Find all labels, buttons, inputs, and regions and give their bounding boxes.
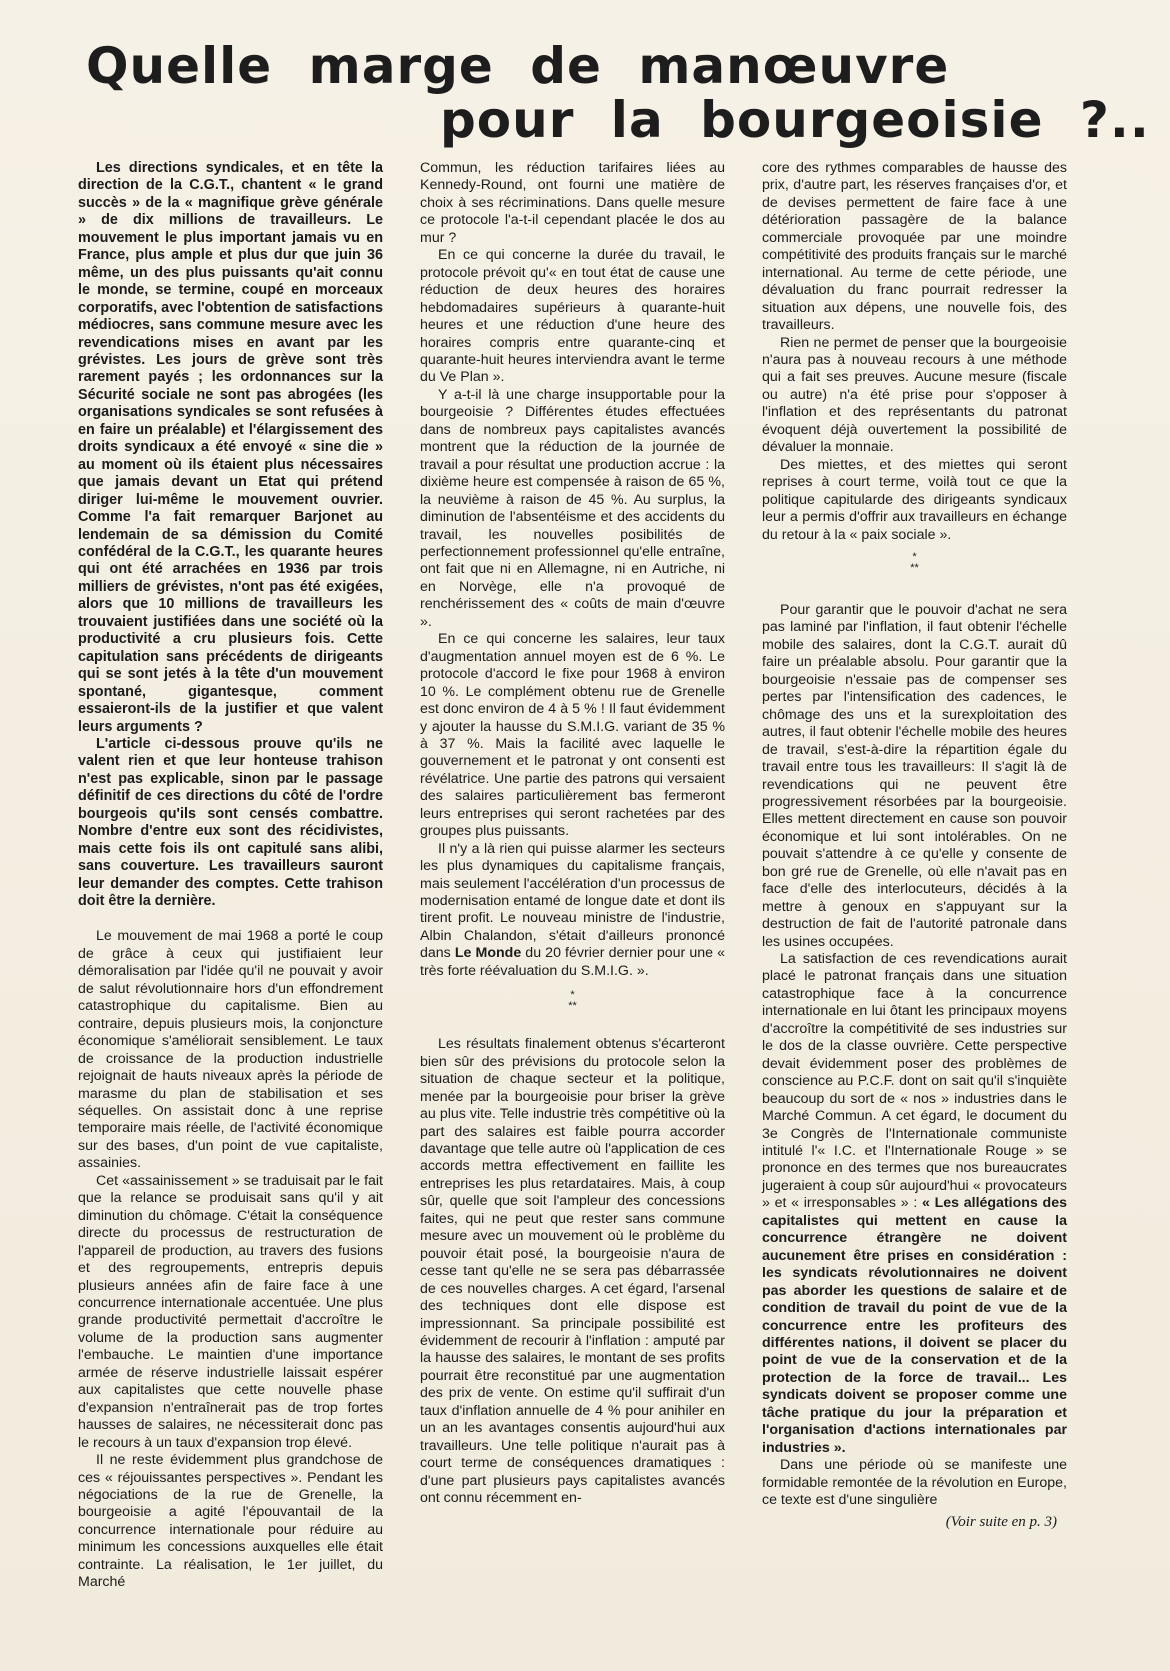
intro-block [78,160,383,910]
paragraph: Cet «assainissement » se traduisait par le fait que la relance se produisait sans qu'il y ait diminution du chômage. C'était la conséquence directe du processus de restructuration de l'appareil de production, au travers des fusions et des regroupements, entrepris depuis plusieurs années afin de faire face à une concurrence internationale accentuée. Une plus grande productivité permettait d'accroître le volume de la production sans augmenter l'embauche. Le maintien d'une importance armée de réserve industrielle laissait espérer aux capitalistes que cette nouvelle phase d'expansion n'entraînerait pas de trop fortes hausses de salaires, ne nécessiterait donc pas le recours à un taux d'expansion trop élevé. [78,1172,383,1451]
paragraph: Les résultats finalement obtenus s'écarteront bien sûr des prévisions du protocole selon la situation de chaque secteur et la politique, menée par la bourgeoisie pour briser la grève au plus vite. Telle industrie très compétitive où la part des salaires est faible pourra accorder davantage que telle autre où l'application de ces accords mettra effectivement en faillite les entreprises les plus retardataires. Mais, à coup sûr, quelle que soit l'ampleur des concessions faites, qui ne peut que rester sans commune mesure avec un mouvement où le problème du pouvoir était posé, la bourgeoisie n'aura de cesse tant qu'elle ne se sera pas débarrassée de ces nouvelles charges. A cet égard, l'arsenal des techniques dont elle dispose est impressionnant. Sa principale possibilité est évidemment de recourir à l'inflation : amputé par la hausse des salaires, le montant de ses profits pourrait être reconstitué par une augmentation des prix de vente. On estime qu'il suffirait d'un taux d'inflation annuelle de 4 % pour anihiler en un an les avantages consentis aujourd'hui aux travailleurs. Une telle politique n'aurait pas à court terme de conséquences dramatiques : d'une part plusieurs pays capitalistes avancés ont connu récemment en- [420,1036,725,1507]
paragraph: Pour garantir que le pouvoir d'achat ne sera pas laminé par l'inflation, il faut obtenir l'échelle mobile des salaires, dont la C.G.T. aurait dû faire un préalable absolu. Pour garantir que la bourgeoisie n'essaie pas de compenser ses pertes par l'intensification des cadences, le chômage des uns et la surexploitation des autres, il faut obtenir l'échelle mobile des heures de travail, s'est-à-dire la répartition égale du travail entre tous les travailleurs: Il s'agit là de revendications qui ne peuvent être progressivement résorbées par la bourgeoisie. Elles mettent directement en cause son pouvoir économique et lui sont intolérables. On ne pouvait s'attendre à ce qu'elle y consente de bon gré rue de Grenelle, où elle n'avait pas en face d'elle des interlocuteurs, décidés à la mettre à genoux en s'appuyant sur la destruction de fait de l'autorité patronale dans les usines occupées. [762,601,1067,950]
separator-star-top: * [570,989,575,1002]
section-separator [762,552,1067,574]
column-2 [420,160,725,1508]
paragraph-text: La satisfaction de ces revendications aurait placé le patronat français dans une situation catastrophique face à la concurrence internationale en lui ôtant les principaux moyens d'accroître la compétitivité de ses industries sur le dos de la classe ouvrière. Cette perspective devait évidemment poser des problèmes de conscience au P.C.F. dont on sait qu'il s'inquiète beaucoup du sort de « nos » industries dans le Marché Commun. A cet égard, le document du 3e Congrès de l'Internationale communiste intitulé l'« I.C. et l'Internationale Rouge » se prononce en des termes que nos bureaucrates jugeraient à coup sûr aujourd'hui « provocateurs » et « irresponsables » : [762,951,1067,1212]
paragraph [420,841,725,981]
column-3 [762,160,1067,1531]
paragraph-text: Il n'y a là rien qui puisse alarmer les secteurs les plus dynamiques du capitalisme français, mais seulement l'accélération d'un processus de modernisation entamé de longue date et dont ils tirent profit. Le nouveau ministre de l'industrie, Albin Chalandon, s'était d'ailleurs prononcé dans [420,840,725,962]
paragraph: Des miettes, et des miettes qui seront reprises à court terme, voilà tout ce que la politique capitularde des dirigeants syndicaux leur a permis d'offrir aux travailleurs en échange du retour à la « paix sociale ». [762,456,1067,543]
intro-paragraph: L'article ci-dessous prouve qu'ils ne valent rien et que leur honteuse trahison n'est pas explicable, sinon par le passage définitif de ces directions du côté de l'ordre bourgeois qu'ils sont censés combattre. Nombre d'entre eux sont des récidivistes, mais cette fois ils ont capitulé sans alibi, sans couverture. Les travailleurs sauront leur demander des comptes. Cette trahison doit être la dernière. [78,735,383,910]
paragraph: Y a-t-il là une charge insupportable pour la bourgeoisie ? Différentes études effectuées dans de nombreux pays capitalistes avancés montrent que la réduction de la journée de travail a pour résultat une production accrue : la dixième heure est compensée à raison de 65 %, la neuvième à raison de 45 %. Au surplus, la diminution de l'absentéisme et des accidents du travail, les nouvelles posibilités de perfectionnement professionnel qu'elle entraîne, ont fait que ni en Allemagne, ni en Autriche, ni en Norvège, elle n'a provoqué de renchérissement des « coûts de main d'œuvre ». [420,386,725,630]
paragraph: Il ne reste évidemment plus grandchose de ces « réjouissantes perspectives ». Pendant les négociations de la rue de Grenelle, la bourgeoisie a agité l'épouvantail de la concurrence internationale pour réduire au minimum les concessions auxquelles elle était contrainte. La réalisation, le 1er juillet, du Marché [78,1452,383,1591]
paragraph [762,951,1067,1457]
continuation-note: (Voir suite en p. 3) [945,1513,1057,1530]
paragraph: Rien ne permet de penser que la bourgeoisie n'aura pas à nouveau recours à une méthode qui a fait ses preuves. Aucune mesure (fiscale ou autre) n'a été prise pour s'opposer à l'inflation et des représentants du patronat évoquent déjà ouvertement la possibilité de dévaluer la monnaie. [762,334,1067,456]
quoted-text: « Les allégations des capitalistes qui mettent en cause la concurrence étrangère ne doivent aucunement être prises en considération : les syndicats révolutionnaires ne doivent pas aborder les questions de salaire et de condition de travail du point de vue de la concurrence entre les profiteurs des différentes nations, il doivent se placer du point de vue de la conservation et de la protection de la force de travail... Les syndicats doivent se proposer comme une tâche pratique du jour la préparation et l'organisation d'actions internationales par industries ». [762,1195,1067,1456]
paragraph: En ce qui concerne les salaires, leur taux d'augmentation annuel moyen est de 6 %. Le protocole d'accord le fixe pour 1968 à environ 10 %. Le complément obtenu rue de Grenelle est donc environ de 4 à 5 % ! Il faut évidemment y ajouter la hausse du S.M.I.G. variant de 35 % à 37 %. Mais la facilité avec laquelle le gouvernement et le patronat y ont consenti est révélatrice. Une partie des patrons qui versaient des salaires particulièrement bas fermeront leurs entreprises qui seront rachetées par des groupes plus puissants. [420,631,725,840]
separator-star-bottom: ** [568,1000,577,1013]
separator-star-bottom: ** [910,561,919,574]
intro-paragraph: Les directions syndicales, et en tête la direction de la C.G.T., chantent « le grand succès » de la « magnifique grève générale » de dix millions de travailleurs. Le mouvement le plus important jamais vu en France, plus ample et plus dur que juin 36 même, un des plus puissants qu'ait connu le monde, se termine, coupé en morceaux corporatifs, avec l'obtention de satisfactions médiocres, sans commune mesure avec les revendications mises en avant par les grévistes. Les jours de grève sont très rarement payés ; les ordonnances sur la Sécurité sociale ne sont pas abrogées (les organisations syndicales se sont refusées à en faire un préalable) et l'élargissement des droits syndicaux a été envoyé « sine die » au moment où ils étaient plus nécessaires que jamais devant un Etat qui prétend diriger lui-même le mouvement ouvrier. Comme l'a fait remarquer Barjonet au lendemain de sa démission du Comité confédéral de la C.G.T., les quarante heures qui ont été arrachées en 1936 par trois milliers de grévistes, n'ont pas été exigées, alors que 10 millions de travailleurs les trouvaient justifiées dans une société où la productivité a cru plusieurs fois. Cette capitulation sans précédents de dirigeants qui se sont jetés à la tête d'un mouvement spontané, gigantesque, comment essaieront-ils de la justifier et que valent leurs arguments ? [78,160,383,735]
paragraph: En ce qui concerne la durée du travail, le protocole prévoit qu'« en tout état de cause une réduction de deux heures des horaires hebdomadaires supérieurs à quarante-huit heures et une réduction d'une heure des horaires compris entre quarante-cinq et quarante-huit heures interviendra avant le terme du Ve Plan ». [420,247,725,386]
column-1 [78,160,383,1592]
newspaper-name: Le Monde [454,945,522,962]
paragraph-text: du 20 février dernier pour une « très forte réévaluation du S.M.I.G. ». [420,945,725,979]
paragraph: Dans une période où se manifeste une formidable remontée de la révolution en Europe, ce texte est d'une singulière [762,1457,1067,1509]
paragraph: Le mouvement de mai 1968 a porté le coup de grâce à ceux qui justifiaient leur démoralisation par l'idée qu'il ne pouvait y avoir de salut révolutionnaire hors d'un effondrement catastrophique du capitalisme. Bien au contraire, depuis plusieurs mois, la conjoncture économique s'améliorait sensiblement. Le taux de croissance de la production industrielle rejoignait de hauts niveaux après la période de marasme du plan de stabilisation et ses séquelles. On assistait donc à une reprise temporaire mais réelle, de l'activité économique sur des bases, d'un point de vue capitaliste, assainies. [78,928,383,1172]
separator-star-top: * [912,550,917,563]
section-separator [420,990,725,1012]
paragraph: core des rythmes comparables de hausse des prix, d'autre part, les réserves françaises d'or, et de devises permettent de faire face à une détérioration passagère de la balance commerciale provoquée par une moindre compétitivité des produits français sur le marché international. Au terme de cette période, une dévaluation du franc pourrait redresser la situation aux dépens, une nouvelle fois, des travailleurs. [762,160,1067,334]
headline-line-2: pour la bourgeoisie ?.. [440,91,1150,149]
paragraph: Commun, les réduction tarifaires liées au Kennedy-Round, ont fourni une matière de choix à ses récriminations. Dans quelle mesure ce protocole l'a-t-il cependant placée le dos au mur ? [420,160,725,246]
headline-line-1: Quelle marge de manœuvre [86,37,950,95]
